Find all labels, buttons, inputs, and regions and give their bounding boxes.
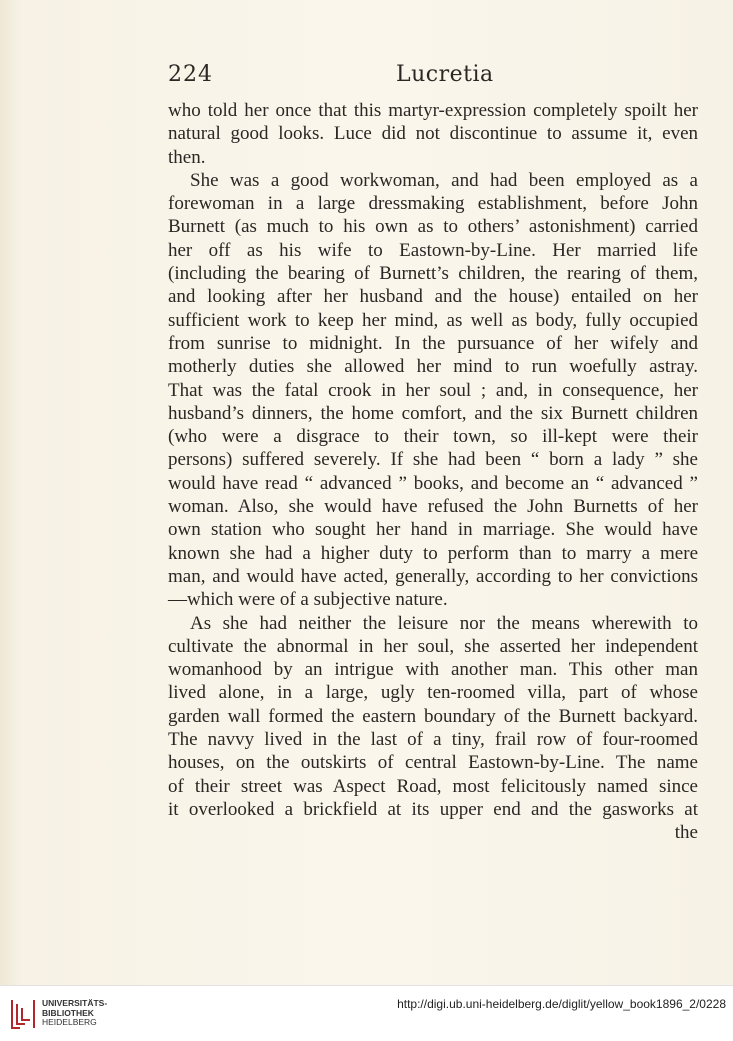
- text-line: would have read “ advanced ” books, and become an “ advanced ”: [168, 472, 698, 494]
- body-text: [168, 99, 698, 845]
- text-line: cultivate the abnormal in her soul, she asserted her independent: [168, 635, 698, 657]
- catchword: the: [674, 822, 698, 844]
- running-head: [168, 62, 698, 92]
- text-line: who told her once that this martyr-expression completely spoilt her: [168, 100, 698, 121]
- text-line: motherly duties she allowed her mind to run woefully astray.: [168, 356, 698, 378]
- running-title: Lucretia: [396, 62, 494, 87]
- text-line: man, and would have acted, generally, according to her convictions: [168, 565, 698, 587]
- text-line: houses, on the outskirts of central Eastown-by-Line. The name: [168, 752, 698, 774]
- page-number: 224: [168, 62, 213, 87]
- text-line: persons) suffered severely. If she had been “ born a lady ” she: [168, 449, 698, 471]
- permalink-url[interactable]: http://digi.ub.uni-heidelberg.de/diglit/yellow_book1896_2/0228: [397, 997, 726, 1011]
- text-line: forewoman in a large dressmaking establishment, before John: [168, 193, 698, 215]
- text-line: known she had a higher duty to perform than to marry a mere: [168, 542, 698, 564]
- text-line: then.: [168, 146, 206, 168]
- text-line: of their street was Aspect Road, most felicitously named since: [168, 775, 698, 797]
- logo-line: HEIDELBERG: [42, 1017, 97, 1027]
- text-line: her off as his wife to Eastown-by-Line. Her married life: [168, 239, 698, 261]
- text-line: lived alone, in a large, ugly ten-roomed villa, part of whose: [168, 682, 698, 704]
- text-line: The navvy lived in the last of a tiny, frail row of four-roomed: [168, 729, 698, 751]
- text-line: (who were a disgrace to their town, so ill-kept were their: [168, 426, 698, 448]
- library-logo-icon: [8, 996, 38, 1032]
- library-logo-text: [42, 999, 107, 1028]
- logo-line: BIBLIOTHEK: [42, 1007, 94, 1018]
- text-line: That was the fatal crook in her soul ; and, in consequence, her: [168, 379, 698, 401]
- text-line: natural good looks. Luce did not discontinue to assume it, even: [168, 123, 698, 145]
- viewer-footer: [0, 985, 733, 1041]
- text-line: (including the bearing of Burnett’s children, the rearing of them,: [168, 263, 698, 285]
- text-line: sufficient work to keep her mind, as well as body, fully occupied: [168, 309, 698, 331]
- text-line: and looking after her husband and the house) entailed on her: [168, 286, 698, 308]
- text-line: it overlooked a brickfield at its upper end and the gasworks at: [168, 798, 698, 820]
- text-line: —which were of a subjective nature.: [168, 589, 448, 611]
- text-line: woman. Also, she would have refused the John Burnetts of her: [168, 496, 698, 518]
- text-line: Burnett (as much to his own as to others’ astonishment) carried: [168, 216, 698, 238]
- text-line: She was a good workwoman, and had been employed as a: [190, 169, 698, 191]
- text-line: husband’s dinners, the home comfort, and the six Burnett children: [168, 402, 698, 424]
- text-line: womanhood by an intrigue with another man. This other man: [168, 659, 698, 681]
- text-line: own station who sought her hand in marriage. She would have: [168, 519, 698, 541]
- text-line: from sunrise to midnight. In the pursuance of her wifely and: [168, 332, 698, 354]
- logo-line: UNIVERSITÄTS-: [42, 998, 108, 1008]
- text-line: As she had neither the leisure nor the means wherewith to: [190, 612, 698, 634]
- text-line: garden wall formed the eastern boundary of the Burnett backyard.: [168, 705, 698, 727]
